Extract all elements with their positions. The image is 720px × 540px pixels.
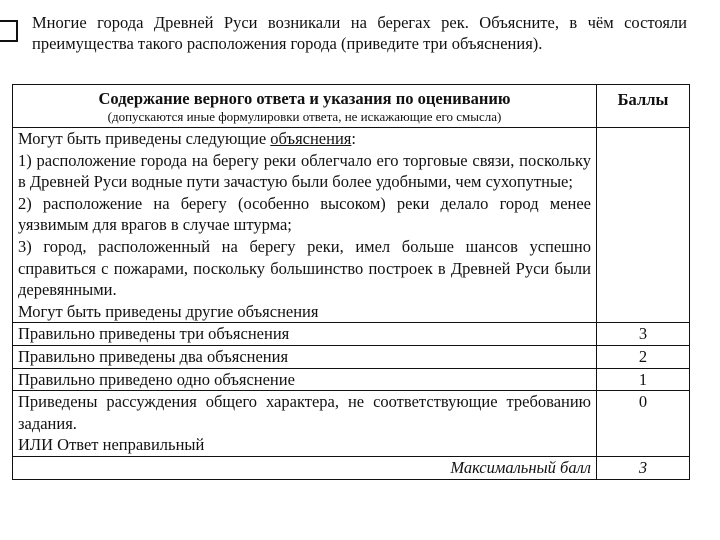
task-number-box xyxy=(0,20,18,42)
answer-intro-suffix: : xyxy=(351,129,356,148)
criterion-text: Правильно приведено одно объяснение xyxy=(13,368,597,391)
answer-row xyxy=(13,128,690,323)
criterion-score: 3 xyxy=(597,323,690,346)
max-score-row xyxy=(13,456,690,479)
criterion-row xyxy=(13,323,690,346)
answer-score-empty xyxy=(597,128,690,323)
content-header xyxy=(13,85,597,128)
criterion-row-zero xyxy=(13,391,690,457)
criterion-text: Правильно приведены три объяснения xyxy=(13,323,597,346)
answer-intro xyxy=(18,128,591,150)
score-header: Баллы xyxy=(597,85,690,128)
content-header-subtitle: (допускаются иные формулировки ответа, не искажающие его смысла) xyxy=(107,109,502,124)
answer-content xyxy=(13,128,597,323)
answer-outro: Могут быть приведены другие объяснения xyxy=(18,301,319,321)
answer-point-1: 1) расположение города на берегу реки облегчало его торговые связи, поскольку в Древней Руси водные пути зачастую были более удобными, чем сухопутные; xyxy=(18,150,591,192)
criterion-row xyxy=(13,345,690,368)
task-question: Многие города Древней Руси возникали на берегах рек. Объясните, в чём состояли преимущества такого расположения города (приведите три объяснения). xyxy=(32,13,687,53)
criterion-text: Правильно приведены два объяснения xyxy=(13,345,597,368)
criterion-zero-line1: Приведены рассуждения общего характера, не соответствующие требованию задания. xyxy=(18,392,591,433)
criterion-row xyxy=(13,368,690,391)
max-score-label: Максимальный балл xyxy=(13,456,597,479)
criterion-score: 1 xyxy=(597,368,690,391)
max-score-value: 3 xyxy=(597,456,690,479)
answer-point-3: 3) город, расположенный на берегу реки, имел больше шансов успешно справиться с пожарами, поскольку большинство построек в Древней Руси были деревянными. xyxy=(18,236,591,300)
criterion-zero-line2: ИЛИ Ответ неправильный xyxy=(18,435,205,455)
table-header-row xyxy=(13,85,690,128)
answer-point-2: 2) расположение на берегу (особенно высоком) реки делало город менее уязвимым для врагов в случае штурма; xyxy=(18,193,591,235)
answer-intro-prefix: Могут быть приведены следующие xyxy=(18,129,271,148)
criterion-zero-content xyxy=(13,391,597,457)
answer-intro-underlined: объяснения xyxy=(270,129,352,148)
criterion-score: 2 xyxy=(597,345,690,368)
criteria-table xyxy=(12,84,690,480)
criterion-zero-score: 0 xyxy=(597,391,690,457)
content-header-title: Содержание верного ответа и указания по оцениванию xyxy=(98,89,511,108)
